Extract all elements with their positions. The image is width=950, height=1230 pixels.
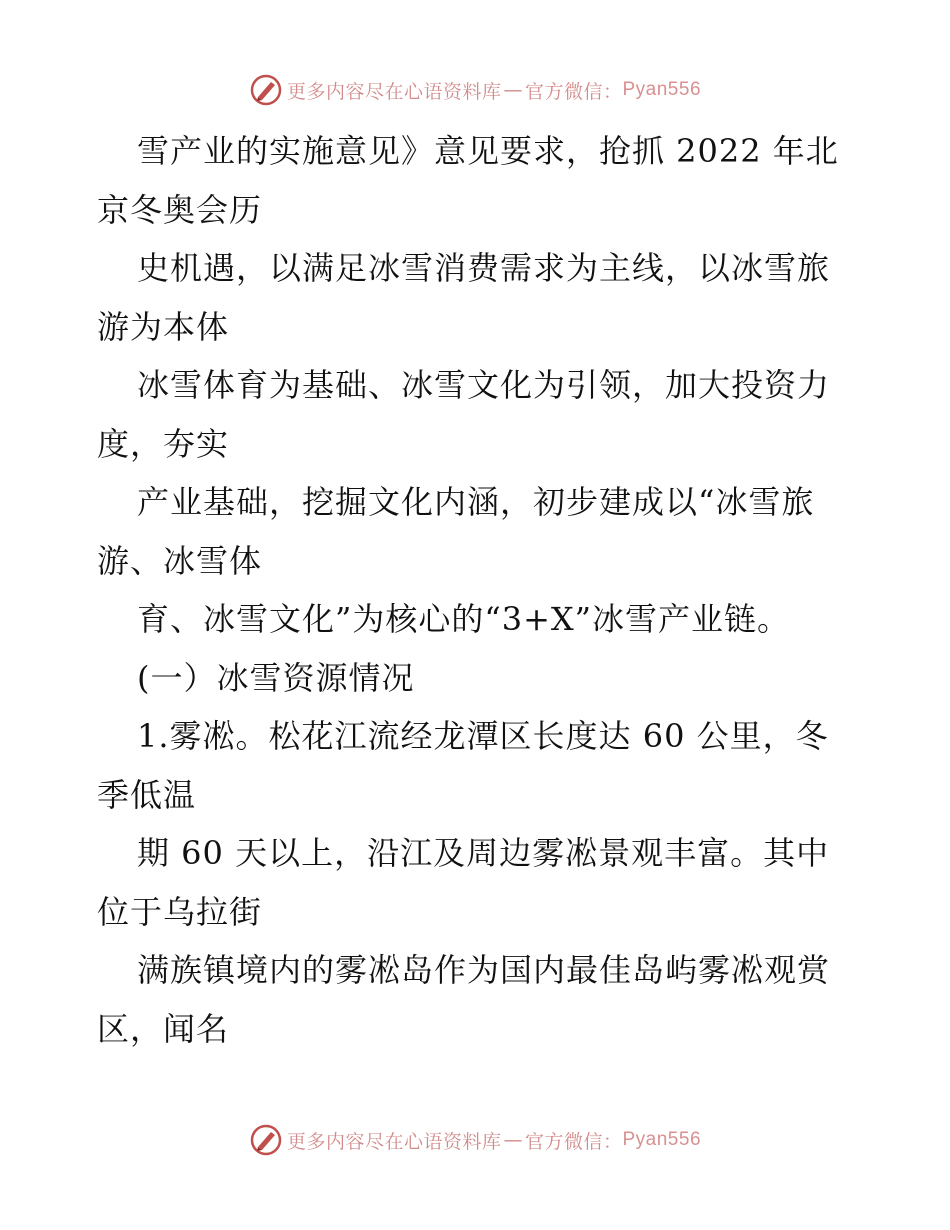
watermark-id: Pyan556 [622,79,702,100]
body-line: 游、冰雪体 [97,541,263,580]
body-line: 冰雪体育为基础、冰雪文化为引领，加大投资力 [137,366,831,404]
pen-logo-icon [249,73,283,107]
body-line: 位于乌拉街 [97,892,263,931]
document-body [97,122,857,1058]
body-line: 产业基础，挖掘文化内涵，初步建成以“冰雪旅 [137,483,815,521]
body-line: 季低温 [97,775,197,814]
watermark-separator: — [503,1129,523,1151]
body-line: 期 60 天以上，沿江及周边雾凇景观丰富。其中 [137,834,830,872]
footer-watermark [0,1120,950,1160]
watermark-id: Pyan556 [622,1129,702,1150]
body-line: 京冬奥会历 [97,190,263,229]
section-heading: (一）冰雪资源情况 [137,658,415,697]
watermark-label: 官方微信： [524,1130,623,1153]
body-line: 育、冰雪文化”为核心的“3+X”冰雪产业链。 [137,600,791,638]
body-line: 游为本体 [97,307,230,346]
watermark-label: 官方微信： [524,80,623,103]
pen-logo-icon [249,1123,283,1157]
watermark-text: 更多内容尽在心语资料库 [286,80,502,103]
watermark-text: 更多内容尽在心语资料库 [286,1130,502,1153]
header-watermark [0,70,950,110]
body-line: 史机遇，以满足冰雪消费需求为主线，以冰雪旅 [137,249,831,287]
body-line: 1.雾凇。松花江流经龙潭区长度达 60 公里，冬 [137,717,829,755]
body-line: 区，闻名 [97,1009,230,1048]
body-line: 度，夯实 [97,424,230,463]
body-line: 满族镇境内的雾凇岛作为国内最佳岛屿雾凇观赏 [137,951,831,989]
watermark-separator: — [503,79,523,101]
body-line: 雪产业的实施意见》意见要求，抢抓 2022 年北 [137,132,839,170]
